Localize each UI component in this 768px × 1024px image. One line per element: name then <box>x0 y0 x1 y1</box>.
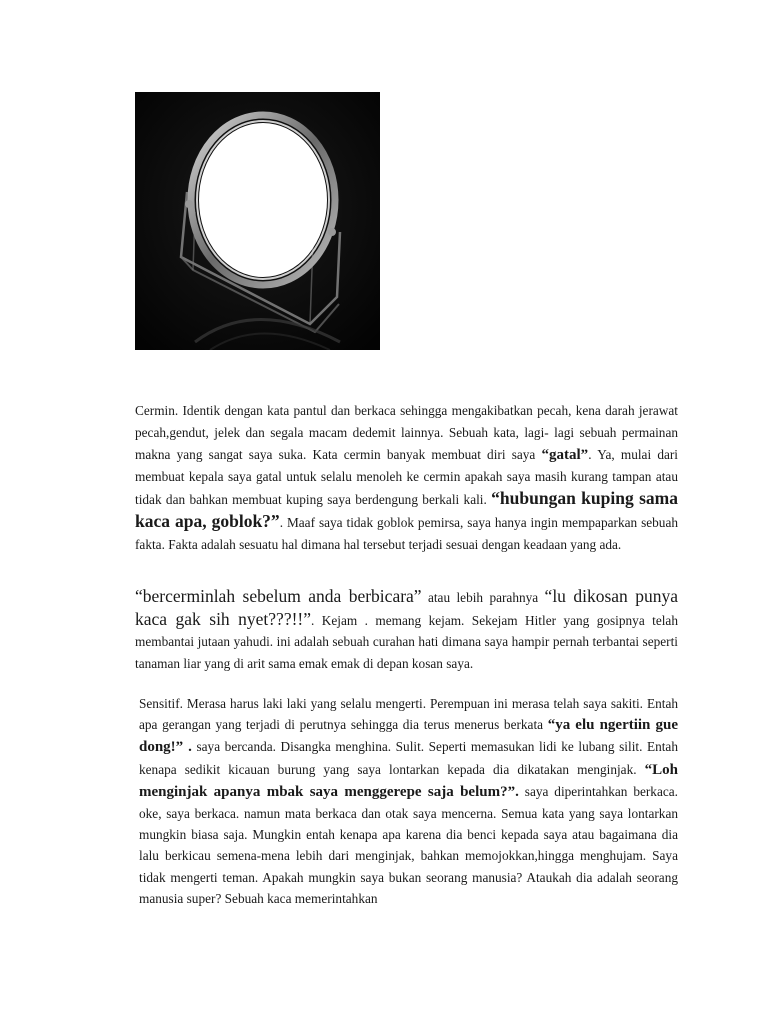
text-run: atau lebih parahnya <box>421 590 545 605</box>
paragraph-sensitif <box>89 693 678 909</box>
paragraph-bercermin <box>89 586 678 674</box>
text-run: . Kejam . memang kejam. Sekejam Hitler yang gosipnya telah membantai jutaan yahudi. ini adalah sebuah curahan hati dimana saya hampir pernah terbantai seperti tanaman liar yang di arit sama emak emak di depan kosan saya. <box>135 612 678 671</box>
mirror-photo <box>135 92 380 350</box>
quote-menginjak: “Loh menginjak apanya mbak saya menggerepe saja belum?”. <box>139 761 678 800</box>
text-run: Sensitif. Merasa harus laki laki yang selalu mengerti. Perempuan ini merasa telah saya sakiti. Entah apa gerangan yang terjadi di perutnya sehingga dia terus menerus berkata <box>139 696 678 733</box>
text-run: . Maaf saya tidak goblok pemirsa, saya hanya ingin mempaparkan sebuah fakta. Fakta adalah sesuatu hal dimana hal tersebut terjadi sesuai dengan keadaan yang ada. <box>135 514 679 552</box>
quote-dikosan: “lu dikosan punya kaca gak sih nyet???!!” <box>135 586 678 629</box>
quote-gatal: “gatal” <box>541 446 589 463</box>
lead-word: Cermin. <box>135 403 179 418</box>
quote-ngertiin: “ya elu ngertiin gue dong!” . <box>139 717 678 756</box>
text-run: saya bercanda. Disangka menghina. Sulit. Seperti memasukan lidi ke lubang silit. Entah kenapa sedikit kicauan burung yang saya lontarkan kepada dia dikatakan menginjak. <box>139 739 678 777</box>
quote-hubungan: “hubungan kuping sama kaca apa, goblok?” <box>135 488 678 531</box>
text-run: Identik dengan kata pantul dan berkaca sehingga mengakibatkan pecah, kena darah jerawat pecah,gendut, jelek dan segala macam dedemit lainnya. Sebuah kata, lagi- lagi sebuah permainan makna yang sangat saya suka. Kata cermin banyak membuat diri saya <box>135 403 678 462</box>
text-run: saya diperintahkan berkaca. oke, saya berkaca. namun mata berkaca dan otak saya mencerna. Semua kata yang saya lontarkan mungkin biasa saja. Mungkin entah kenapa apa karena dia benci kepada saya atau bagaimana dia lalu berkicau semena-mena lebih dari menginjak, bahkan memojokkan,hingga menghujam. Saya tidak mengerti teman. Apakah mungkin saya bukan seorang manusia? Ataukah dia adalah seorang manusia super? Sebuah kaca memerintahkan <box>139 783 678 906</box>
paragraph-cermin <box>89 400 678 556</box>
text-run: . Ya, mulai dari membuat kepala saya gatal untuk selalu menoleh ke cermin apakah saya masih kurang tampan atau tidak dan bahkan membuat kuping saya berdengung berkali kali. <box>135 446 678 508</box>
quote-bercerminlah: “bercerminlah sebelum anda berbicara” <box>135 586 422 606</box>
